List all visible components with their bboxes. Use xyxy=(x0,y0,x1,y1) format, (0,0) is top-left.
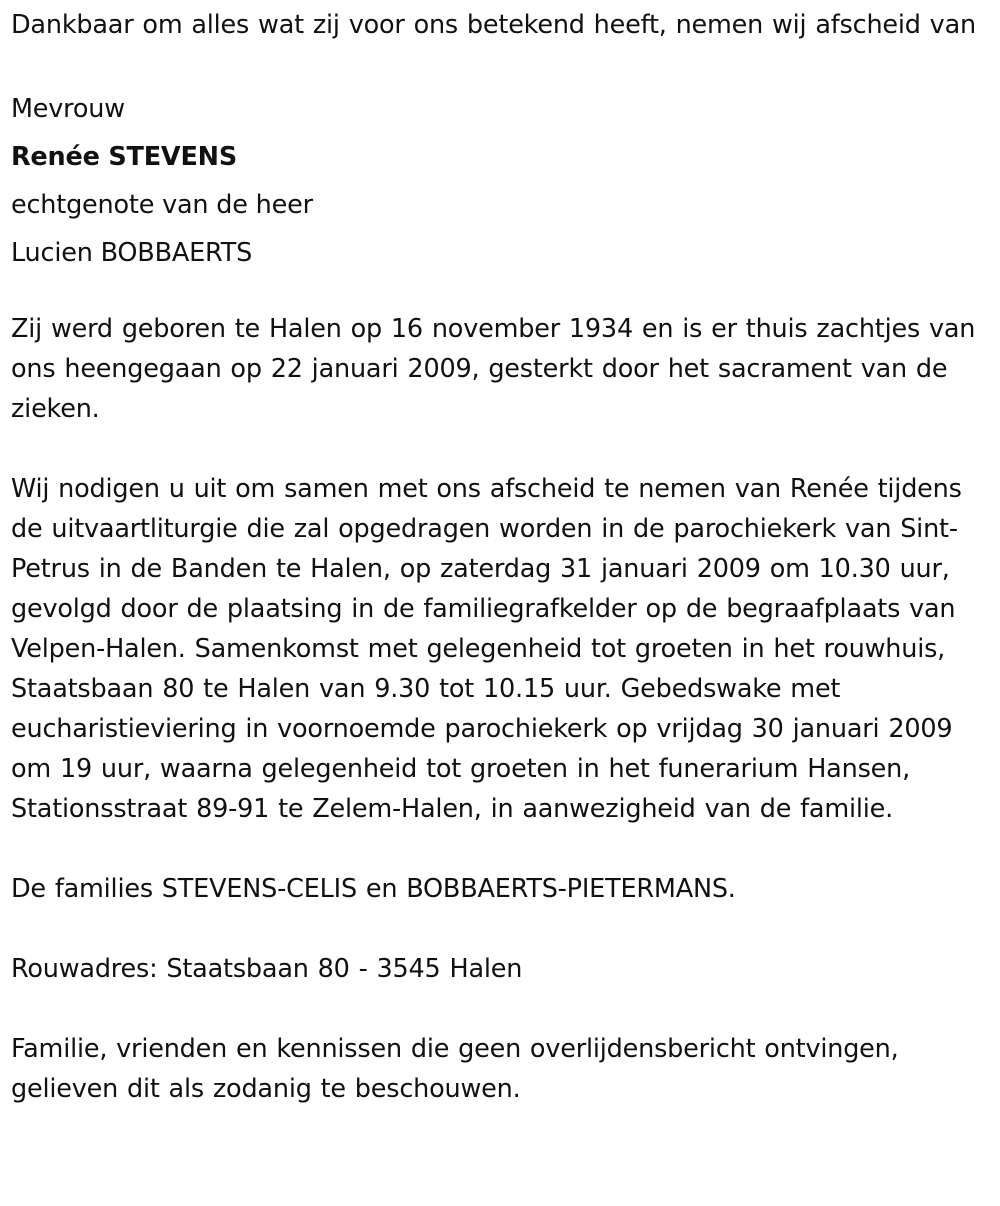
spacer xyxy=(11,429,988,469)
birth-death-text: Zij werd geboren te Halen op 16 november 1934 en is er thuis zachtjes van ons heengegaan op 22 januari 2009, gesterkt door het sacrament van de zieken. xyxy=(11,314,976,424)
funeral-details: Wij nodigen u uit om samen met ons afscheid te nemen van Renée tijdens de uitvaartliturgie die zal opgedragen worden in de parochiekerk van Sint-Petrus in de Banden te Halen, op zaterdag 31 januari 2009 om 10.30 uur, gevolgd door de plaatsing in de familiegrafkelder op de begraafplaats van Velpen-Halen. Samenkomst met gelegenheid tot groeten in het rouwhuis, Staatsbaan 80 te Halen van 9.30 tot 10.15 uur. Gebedswake met eucharistieviering in voornoemde parochiekerk op vrijdag 30 januari 2009 om 19 uur, waarna gelegenheid tot groeten in het funerarium Hansen, Stationsstraat 89-91 te Zelem-Halen, in aanwezigheid van de familie. xyxy=(11,474,962,824)
intro-text: Dankbaar om alles wat zij voor ons betekend heeft, nemen wij afscheid van xyxy=(11,10,976,40)
deceased-block xyxy=(11,85,988,277)
mourning-address: Rouwadres: Staatsbaan 80 - 3545 Halen xyxy=(11,954,523,984)
spacer xyxy=(11,909,988,949)
relation-text: echtgenote van de heer xyxy=(11,190,313,220)
closing-text: Familie, vrienden en kennissen die geen overlijdensbericht ontvingen, gelieven dit als zodanig te beschouwen. xyxy=(11,1034,899,1104)
spacer xyxy=(11,277,988,309)
families-text: De families STEVENS-CELIS en BOBBAERTS-PIETERMANS. xyxy=(11,874,736,904)
spouse-name: Lucien BOBBAERTS xyxy=(11,238,253,268)
spacer xyxy=(11,989,988,1029)
spacer xyxy=(11,829,988,869)
deceased-name: Renée STEVENS xyxy=(11,142,237,172)
salutation: Mevrouw xyxy=(11,94,125,124)
spacer xyxy=(11,45,988,85)
